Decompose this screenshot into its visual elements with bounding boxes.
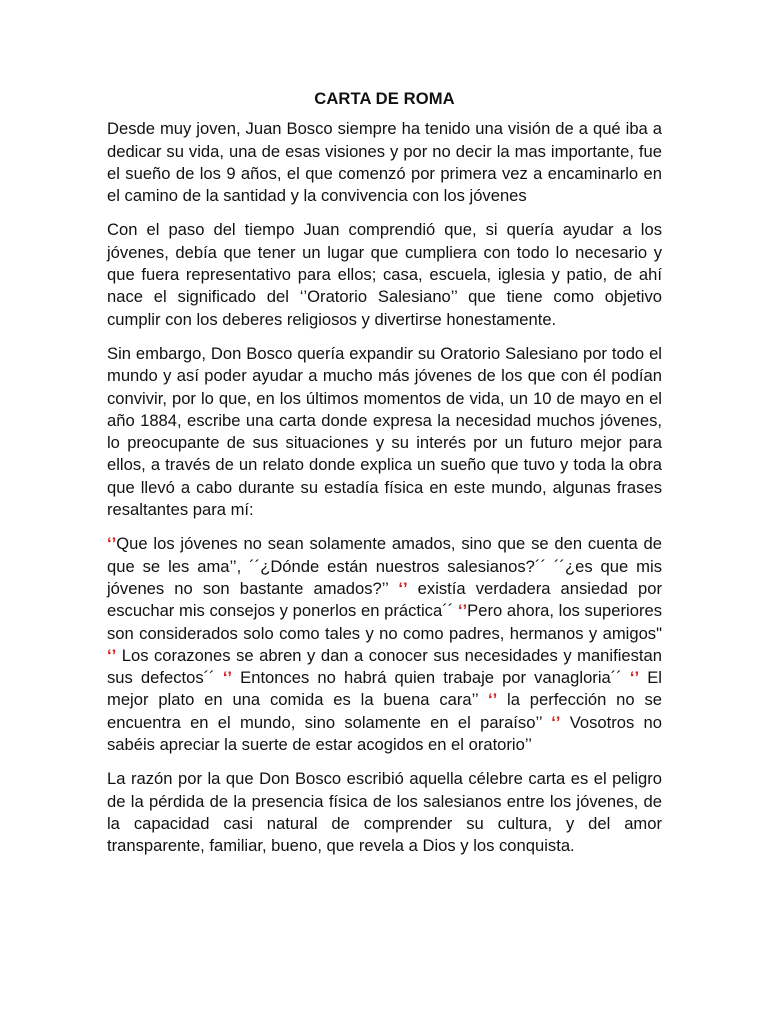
closing-paragraph: La razón por la que Don Bosco escribió aquella célebre carta es el peligro de la pérdida de la presencia física de los salesianos entre los jóvenes, de la capacidad casi natural de comprender su cultura, y del amor transparente, familiar, bueno, que revela a Dios y los conquista. bbox=[107, 769, 662, 856]
paragraph-3: Sin embargo, Don Bosco quería expandir su Oratorio Salesiano por todo el mundo y así poder ayudar a mucho más jóvenes de los que con él podían convivir, por lo que, en los últimos momentos de vida, un 10 de mayo en el año 1884, escribe una carta donde expresa la necesidad muchos jóvenes, lo preocupante de sus situaciones y su interés por un futuro mejor para ellos, a través de un relato donde explica un sueño que tuvo y toda la obra que llevó a cabo durante su estadía física en este mundo, algunas frases resaltantes para mí: bbox=[107, 343, 662, 520]
quote-text: Entonces no habrá quien trabaje por vanagloria´´ bbox=[232, 668, 630, 688]
quotes-paragraph bbox=[107, 533, 662, 756]
quote-text: Vosotros no sabéis apreciar la suerte de estar acogidos en el oratorio’’ bbox=[107, 712, 662, 755]
quote-text: existía verdadera ansiedad por escuchar mis consejos y ponerlos en práctica´´ bbox=[107, 578, 663, 621]
document-title: CARTA DE ROMA bbox=[314, 89, 455, 108]
paragraph-2: Con el paso del tiempo Juan comprendió que, si quería ayudar a los jóvenes, debía que tener un lugar que cumpliera con todo lo necesario y que fuera representativo para ellos; casa, escuela, iglesia y patio, de ahí nace el significado del ‘’Oratorio Salesiano’’ que tiene como objetivo cumplir con los deberes religiosos y divertirse honestamente. bbox=[107, 220, 662, 329]
quote-mark: ‘’ bbox=[457, 601, 468, 621]
quote-mark: ‘’ bbox=[107, 534, 117, 554]
quote-text: Pero ahora, los superiores son considerados solo como tales y no como padres, hermanos y amigos" bbox=[107, 601, 662, 643]
quote-mark: ‘’ bbox=[222, 668, 233, 688]
document-page bbox=[107, 88, 662, 870]
quote-text: Los corazones se abren y dan a conocer sus necesidades y manifiestan sus defectos´´ bbox=[107, 645, 662, 688]
quote-mark: ‘’ bbox=[629, 668, 640, 688]
paragraph-1: Desde muy joven, Juan Bosco siempre ha tenido una visión de a qué iba a dedicar su vida, una de esas visiones y por no decir la mas importante, fue el sueño de los 9 años, el que comenzó por primera vez a encaminarlo en el camino de la santidad y la convivencia con los jóvenes bbox=[107, 119, 662, 206]
quote-mark: ‘’ bbox=[551, 712, 561, 732]
quote-text: la perfección no se encuentra en el mundo, sino solamente en el paraíso’’ bbox=[107, 690, 662, 732]
quote-mark: ‘’ bbox=[107, 645, 117, 665]
quote-mark: ‘’ bbox=[398, 578, 408, 598]
quote-mark: ‘’ bbox=[487, 690, 498, 710]
quote-text: Que los jóvenes no sean solamente amados, sino que se den cuenta de que se les ama’’, ´´¿Dónde están nuestros salesianos?´´ ´´¿es que mis jóvenes no son bastante amados?’’ bbox=[107, 534, 662, 598]
quote-text: El mejor plato en una comida es la buena cara’’ bbox=[107, 668, 662, 710]
